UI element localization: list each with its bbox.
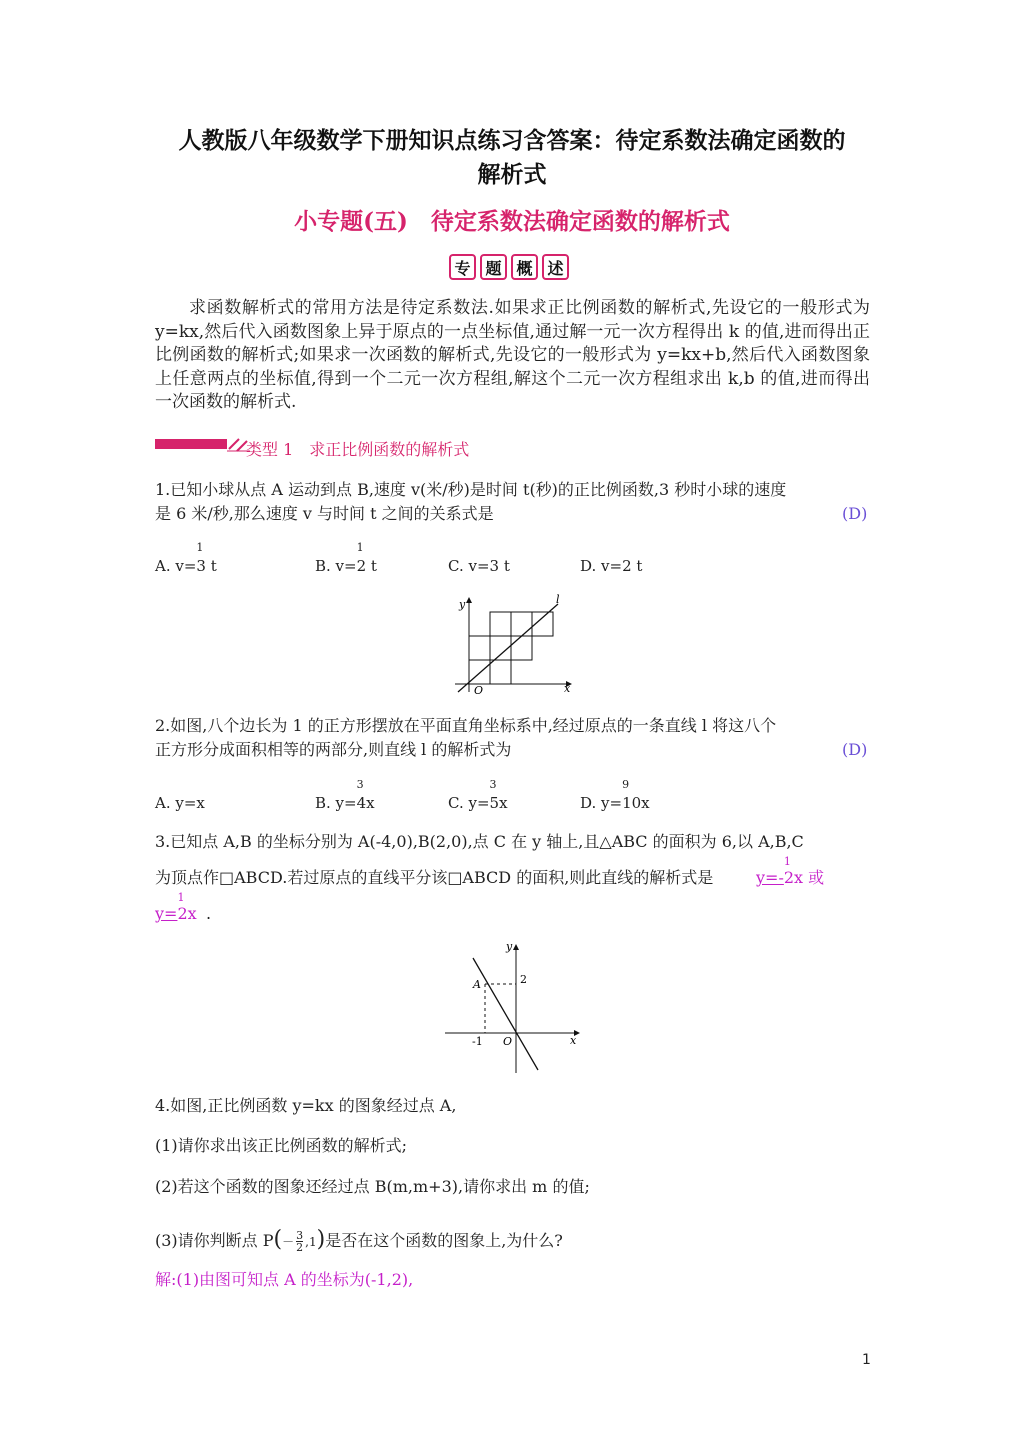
section-subtitle: 小专题(五) 待定系数法确定函数的解析式	[294, 208, 730, 235]
q2-line1: 2.如图,八个边长为 1 的正方形摆放在平面直角坐标系中,经过原点的一条直线 l 将这八个	[155, 716, 777, 735]
document-title-line2: 解析式	[477, 161, 547, 188]
q3-line1: 3.已知点 A,B 的坐标分别为 A(-4,0),B(2,0),点 C 在 y 轴上,且△ABC 的面积为 6,以 A,B,C	[155, 832, 804, 851]
badge-char: 概	[511, 254, 538, 280]
fig2-point-a-label: A	[473, 978, 481, 991]
q2-option-d: D. y= 9 10x	[580, 778, 650, 812]
fig1-line-label: l	[556, 593, 560, 606]
q1-line2: 是 6 米/秒,那么速度 v 与时间 t 之间的关系式是	[155, 504, 494, 523]
section-marker	[155, 437, 245, 451]
figure-squares-grid	[450, 592, 580, 701]
fig2-y-label: y	[506, 940, 513, 953]
q4-part2: (2)若这个函数的图象还经过点 B(m,m+3),请你求出 m 的值;	[155, 1177, 590, 1196]
q4-stem: 4.如图,正比例函数 y=kx 的图象经过点 A,	[155, 1096, 457, 1115]
q1-option-a: A. v= 1 3 t	[155, 541, 217, 575]
q1-option-c: C. v=3 t	[448, 557, 510, 575]
q2-option-c: C. y= 3 5x	[448, 778, 508, 812]
fig1-origin-label: O	[474, 684, 484, 697]
q1-option-b: B. v= 1 2 t	[315, 541, 377, 575]
q1-line1: 1.已知小球从点 A 运动到点 B,速度 v(米/秒)是时间 t(秒)的正比例函数,3 秒时小球的速度	[155, 480, 787, 499]
badge-char: 题	[480, 254, 507, 280]
fig1-x-label: x	[564, 682, 571, 695]
q2-option-b: B. y= 3 4x	[315, 778, 375, 812]
q2-line2: 正方形分成面积相等的两部分,则直线 l 的解析式为	[155, 740, 512, 759]
fig2-x-label: x	[570, 1034, 577, 1047]
q3-line2: 为顶点作□ABCD.若过原点的直线平分该□ABCD 的面积,则此直线的解析式是	[155, 868, 714, 887]
q4-solution: 解:(1)由图可知点 A 的坐标为(-1,2),	[155, 1270, 414, 1289]
q3-end-punct: .	[206, 904, 212, 923]
q2-answer: (D)	[842, 740, 868, 759]
figure-line-through-a	[440, 938, 590, 1082]
page-number: 1	[862, 1352, 871, 1368]
q1-answer: (D)	[842, 504, 868, 523]
q1-option-d: D. v=2 t	[580, 557, 643, 575]
badge-char: 述	[542, 254, 569, 280]
intro-paragraph: 求函数解析式的常用方法是待定系数法.如果求正比例函数的解析式,先设它的一般形式为 y=kx,然后代入函数图象上异于原点的一点坐标值,通过解一元一次方程得出 k 的值,进而得出正比例函数的解析式;如果求一次函数的解析式,先设它的一般形式为 y=kx+b,然后代入函数图象上任意两点的坐标值,得到一个二元一次方程组,解这个二元一次方程组求出 k,b 的值,进而得出一次函数的解析式.	[155, 298, 870, 412]
q2-option-a: A. y=x	[155, 794, 205, 812]
fig2-tick-neg1: -1	[472, 1035, 483, 1048]
q3-answer-part2: y= 1 2x	[155, 891, 197, 923]
fig1-y-label: y	[459, 598, 466, 611]
badge-char: 专	[449, 254, 476, 280]
q4-part1: (1)请你求出该正比例函数的解析式;	[155, 1136, 408, 1155]
q4-part3: (3)请你判断点 P(－ $\frac{3}{2}$ ,1)是否在这个函数的图象上,为什么?	[155, 1227, 563, 1254]
fig2-tick-2: 2	[520, 973, 527, 986]
fig2-origin-label: O	[503, 1035, 513, 1048]
q3-answer-part1: y=- 1 2x 或	[756, 855, 825, 887]
topic-overview-badges	[449, 254, 569, 280]
section-heading: 类型 1 求正比例函数的解析式	[246, 440, 470, 459]
document-title-line1: 人教版八年级数学下册知识点练习含答案：待定系数法确定函数的	[178, 127, 846, 154]
